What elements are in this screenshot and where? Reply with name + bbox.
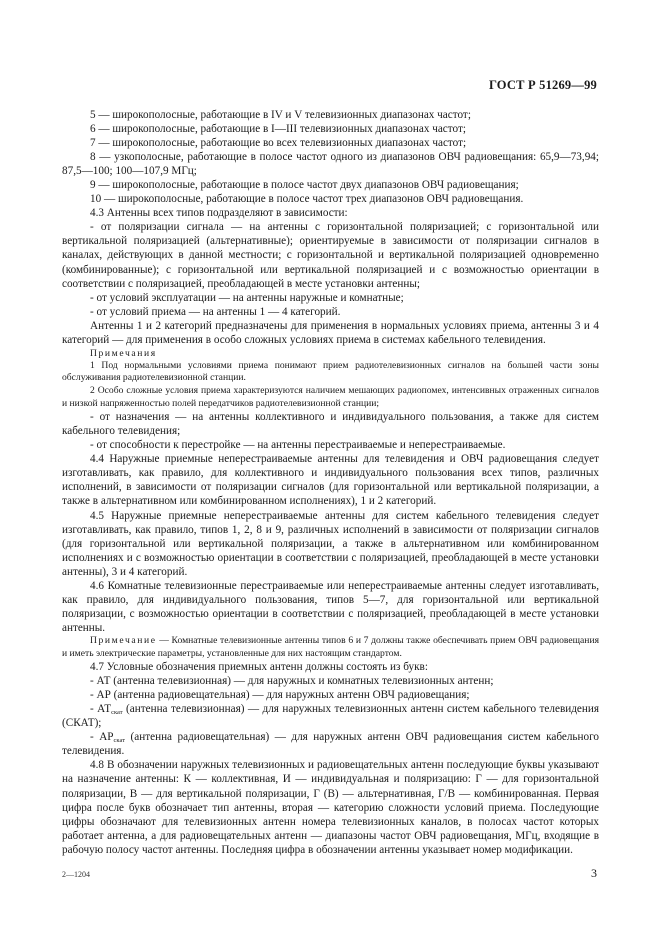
note-title: Примечание: [90, 634, 157, 646]
paragraph: [62, 730, 599, 758]
paragraph: - АТ (антенна телевизионная) — для наружных и комнатных телевизионных антенн;: [90, 675, 494, 688]
paragraph: 4.3 Антенны всех типов подразделяют в зависимости:: [90, 207, 348, 220]
paragraph: 4.4 Наружные приемные неперестраиваемые антенны для телевидения и ОВЧ радиовещания следует изготавливать, как правило, для коллективного и индивидуального пользования всех типов, различных исполнений, в зависимости от поляризации сигналов (для горизонтальной или вертикальной поляризации, а также в альтернативном или комбинированном исполнениях), 1 и 2 категорий.: [62, 453, 599, 508]
paragraph: 4.5 Наружные приемные неперестраиваемые антенны для систем кабельного телевидения следует изготавливать, как правило, типов 1, 2, 8 и 9, различных исполнений в зависимости от поляризации сигналов (для горизонтальной или вертикальной поляризации, а также в альтернативном или комбинированном исполнениях и с возможностью ориентации в соответствии с поляризацией, преобладающей в месте установки антенны), 3 и 4 категорий.: [62, 509, 599, 578]
paragraph: 4.8 В обозначении наружных телевизионных и радиовещательных антенн последующие буквы указывают на назначение антенны: К — коллективная, И — индивидуальная и поляризацию: Г — для горизонтальной поляризации, В — для вертикальной поляризации, Г (В) — альтернативная, Г/В — комбинированная. Первая цифра после букв обозначает тип антенны, вторая — категорию сложности условий приема. Последующие цифры обозначают для телевизионных антенн номера телевизионных каналов, в полосах частот которых работает антенна, а для радиовещательных антенн — диапазоны частот ОВЧ радиовещания, МГц, входящие в рабочую полосу частот антенны. Последняя цифра в обозначении антенны указывает номер модификации.: [62, 759, 599, 856]
paragraph: - от назначения — на антенны коллективного и индивидуального пользования, а также для систем кабельного телевидения;: [62, 411, 599, 438]
abbr-description: (антенна телевизионная) — для наружных телевизионных антенн систем кабельного телевидения (СКАТ);: [62, 703, 599, 730]
abbr-subscript: скат: [111, 709, 123, 717]
document-body: [62, 108, 599, 857]
note-item: 2 Особо сложные условия приема характеризуются наличием мешающих радиопомех, интенсивных отраженных сигналов и низкой напряженностью полей передатчиков радиотелевизионной станции;: [62, 384, 599, 409]
abbr-subscript: скат: [113, 737, 126, 745]
paragraph: 8 — узкополосные, работающие в полосе частот одного из диапазонов ОВЧ радиовещания: 65,9—73,94; 87,5—100; 100—107,9 МГц;: [62, 151, 599, 178]
paragraph: 6 — широкополосные, работающие в I—III телевизионных диапазонах частот;: [90, 123, 466, 136]
page-number: 3: [591, 866, 597, 880]
paragraph: - от способности к перестройке — на антенны перестраиваемые и неперестраиваемые.: [90, 439, 506, 452]
print-code: 2—1204: [62, 870, 90, 879]
paragraph: - от условий эксплуатации — на антенны наружные и комнатные;: [90, 291, 404, 304]
note-item: [62, 635, 599, 660]
note-item: 1 Под нормальными условиями приема понимают прием радиотелевизионных сигналов на большей части зоны обслуживания радиотелевизионной станции.: [62, 359, 599, 384]
standard-code-header: ГОСТ Р 51269—99: [488, 78, 597, 92]
paragraph: 4.7 Условные обозначения приемных антенн должны состоять из букв:: [90, 661, 428, 674]
note-text: — Комнатные телевизионные антенны типов 6 и 7 должны также обеспечивать прием ОВЧ радиовещания и иметь электрические параметры, установленные для них настоящим стандартом.: [62, 634, 599, 659]
abbr-description: (антенна радиовещательная) — для наружных антенн ОВЧ радиовещания систем кабельного телевидения.: [62, 731, 599, 758]
notes-title: Примечания: [90, 347, 157, 359]
paragraph: - АР (антенна радиовещательная) — для наружных антенн ОВЧ радиовещания;: [90, 689, 470, 702]
paragraph: 4.6 Комнатные телевизионные перестраиваемые или неперестраиваемые антенны следует изготавливать, как правило, для индивидуального пользования, типов 5—7, для горизонтальной или вертикальной поляризации, с возможностью ориентации в соответствии с поляризацией, преобладающей в месте установки антенны.: [62, 579, 599, 634]
paragraph: [62, 702, 599, 730]
paragraph: Антенны 1 и 2 категорий предназначены для применения в нормальных условиях приема, антенны 3 и 4 категорий — для применения в особо сложных условиях приема в системах кабельного телевидения.: [62, 319, 599, 346]
paragraph: - от поляризации сигнала — на антенны с горизонтальной поляризацией; с горизонтальной или вертикальной поляризацией (альтернативные); ориентируемые в зависимости от поляризации сигналов в каналах, действующих в данной местности; с горизонтальной и вертикальной поляризацией одновременно (комбинированные); с горизонтальной или вертикальной поляризацией и с возможностью ориентации в соответствии с поляризацией, преобладающей в месте установки антенны;: [62, 221, 599, 290]
paragraph: 10 — широкополосные, работающие в полосе частот трех диапазонов ОВЧ радиовещания.: [90, 193, 524, 206]
paragraph: 9 — широкополосные, работающие в полосе частот двух диапазонов ОВЧ радиовещания;: [90, 179, 519, 192]
paragraph: - от условий приема — на антенны 1 — 4 категорий.: [90, 305, 341, 318]
paragraph: 5 — широкополосные, работающие в IV и V телевизионных диапазонах частот;: [90, 109, 471, 121]
paragraph: 7 — широкополосные, работающие во всех телевизионных диапазонах частот;: [90, 137, 467, 150]
abbr-ar: - АР: [90, 731, 114, 744]
abbr-at: - АТ: [90, 703, 112, 716]
